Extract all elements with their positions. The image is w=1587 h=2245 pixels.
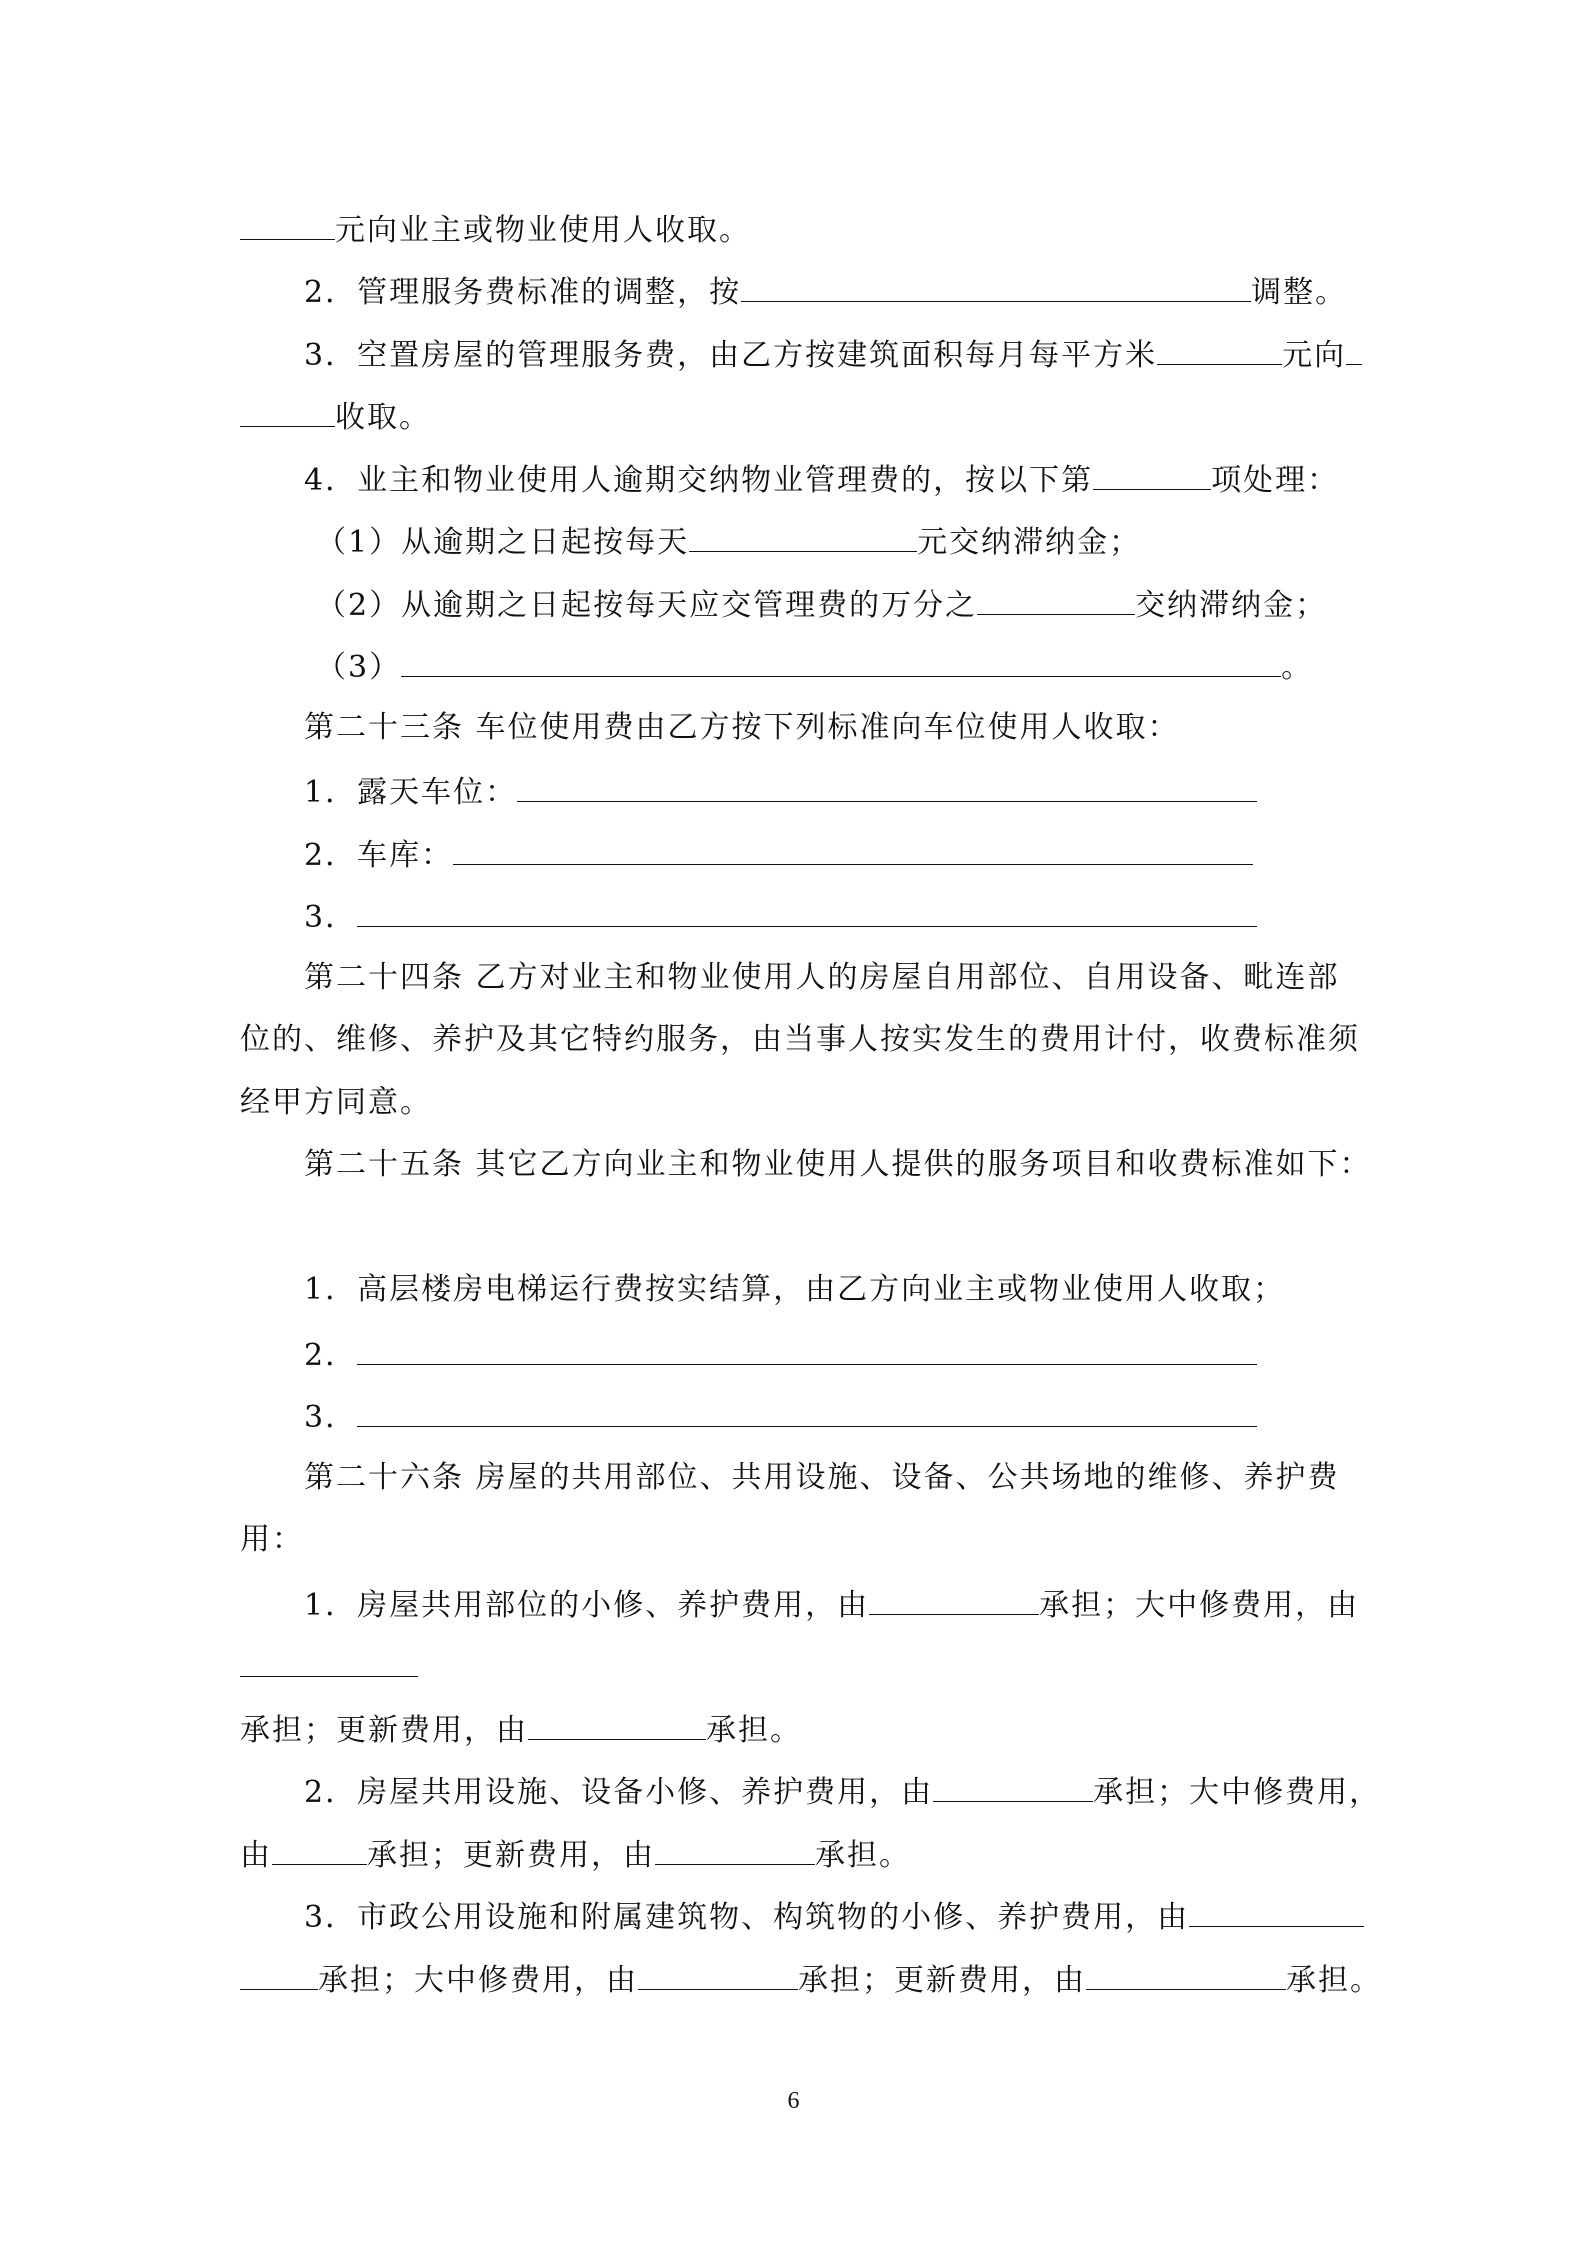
- page-number: 6: [787, 2088, 800, 2114]
- fill-blank[interactable]: [272, 1828, 367, 1865]
- line-text: 经甲方同意。: [240, 1085, 432, 1120]
- line-text: 3．: [304, 900, 358, 935]
- line-common-parts-renewal: [240, 1703, 1360, 1753]
- line-text: 1．露天车位：: [304, 775, 518, 810]
- line-service-item-3: [304, 1390, 1424, 1440]
- line-text: 第二十五条 其它乙方向业主和物业使用人提供的服务项目和收费标准如下：: [304, 1147, 1372, 1182]
- line-text: 2．车库：: [304, 838, 454, 873]
- line-open-parking: [304, 765, 1424, 815]
- line-text: 1．高层楼房电梯运行费按实结算，由乙方向业主或物业使用人收取；: [304, 1272, 1286, 1307]
- line-text: 项处理：: [1211, 463, 1340, 498]
- line-common-facilities-renewal: [240, 1828, 1360, 1878]
- line-text: 元向: [1282, 338, 1347, 373]
- fill-blank[interactable]: [977, 578, 1135, 615]
- fill-blank[interactable]: [240, 390, 335, 427]
- line-option-2: [316, 578, 1436, 628]
- line-text: 元向业主或物业使用人收取。: [335, 213, 751, 248]
- line-text: 承担；大中修费用，由: [1039, 1588, 1360, 1623]
- line-parking-item-3: [304, 890, 1424, 940]
- line-text: 承担；更新费用，由: [367, 1838, 655, 1873]
- line-text: 第二十六条 房屋的共用部位、共用设施、设备、公共场地的维修、养护费: [304, 1460, 1340, 1495]
- line-text: 3．市政公用设施和附属建筑物、构筑物的小修、养护费用，由: [304, 1900, 1190, 1935]
- line-municipal-facilities-fee: [304, 1890, 1424, 1940]
- article-23-heading: [304, 703, 1424, 753]
- fill-blank[interactable]: [933, 1765, 1093, 1802]
- line-fee-adjustment: [304, 265, 1424, 315]
- line-text: 承担；大中修费用，由: [318, 1963, 638, 1998]
- line-option-1: [316, 515, 1436, 565]
- line-late-payment: [304, 453, 1424, 503]
- fill-blank[interactable]: [1346, 328, 1362, 365]
- line-fee-collection: [240, 203, 1360, 253]
- fill-blank[interactable]: [1157, 328, 1282, 365]
- fill-blank[interactable]: [1093, 453, 1211, 490]
- line-text: 承担。: [815, 1838, 911, 1873]
- line-option-3: [316, 640, 1436, 690]
- line-text: 承担；更新费用，由: [798, 1963, 1086, 1998]
- fill-blank[interactable]: [741, 265, 1251, 302]
- fill-blank[interactable]: [869, 1578, 1039, 1615]
- line-text: 1．房屋共用部位的小修、养护费用，由: [304, 1588, 870, 1623]
- article-24-line-1: [304, 953, 1424, 1003]
- fill-blank[interactable]: [689, 515, 917, 552]
- line-vacant-house-fee: [304, 328, 1424, 378]
- line-text: 元交纳滞纳金；: [917, 525, 1142, 560]
- line-text: 。: [1281, 650, 1314, 685]
- line-text: 承担；大中修费用，: [1093, 1775, 1382, 1810]
- line-text: 4．业主和物业使用人逾期交纳物业管理费的，按以下第: [304, 463, 1094, 498]
- line-text: 位的、维修、养护及其它特约服务，由当事人按实发生的费用计付，收费标准须: [240, 1022, 1360, 1057]
- line-text: 交纳滞纳金；: [1135, 588, 1328, 623]
- line-common-parts-fee: [304, 1578, 1424, 1628]
- line-service-item-2: [304, 1328, 1424, 1378]
- line-common-facilities-fee: [304, 1765, 1424, 1815]
- line-common-parts-blank: [240, 1640, 1360, 1690]
- line-text: 2．: [304, 1338, 358, 1373]
- line-text: 承担。: [706, 1713, 802, 1748]
- line-text: 收取。: [335, 400, 431, 435]
- fill-blank[interactable]: [357, 1328, 1257, 1365]
- line-text: 第二十三条 车位使用费由乙方按下列标准向车位使用人收取：: [304, 710, 1180, 745]
- article-25-heading: [304, 1140, 1424, 1190]
- line-text: 承担；更新费用，由: [240, 1713, 528, 1748]
- line-text: （2）从逾期之日起按每天应交管理费的万分之: [316, 588, 978, 623]
- fill-blank[interactable]: [638, 1953, 798, 1990]
- fill-blank[interactable]: [240, 1953, 318, 1990]
- line-text: 3．空置房屋的管理服务费，由乙方按建筑面积每月每平方米: [304, 338, 1158, 373]
- fill-blank[interactable]: [240, 203, 335, 240]
- fill-blank[interactable]: [453, 828, 1253, 865]
- fill-blank[interactable]: [528, 1703, 706, 1740]
- line-text: （3）: [316, 650, 402, 685]
- line-municipal-facilities-renewal: [240, 1953, 1382, 2003]
- article-24-line-2: [240, 1015, 1360, 1065]
- line-text: （1）从逾期之日起按每天: [316, 525, 690, 560]
- fill-blank[interactable]: [240, 1640, 418, 1677]
- fill-blank[interactable]: [357, 1390, 1257, 1427]
- article-26-line-1: [304, 1453, 1424, 1503]
- line-elevator-fee: [304, 1265, 1424, 1315]
- fill-blank[interactable]: [357, 890, 1257, 927]
- fill-blank[interactable]: [655, 1828, 815, 1865]
- fill-blank[interactable]: [401, 640, 1281, 677]
- fill-blank[interactable]: [1086, 1953, 1286, 1990]
- fill-blank[interactable]: [517, 765, 1257, 802]
- line-text: 2．房屋共用设施、设备小修、养护费用，由: [304, 1775, 934, 1810]
- line-vacant-house-collect: [240, 390, 1360, 440]
- article-26-line-2: [240, 1515, 1360, 1565]
- line-text: 3．: [304, 1400, 358, 1435]
- line-text: 调整。: [1251, 275, 1348, 310]
- line-text: 用：: [240, 1522, 304, 1557]
- line-text: 由: [240, 1838, 272, 1873]
- fill-blank[interactable]: [1189, 1890, 1364, 1927]
- line-text: 承担。: [1286, 1963, 1382, 1998]
- article-24-line-3: [240, 1078, 1360, 1128]
- line-text: 第二十四条 乙方对业主和物业使用人的房屋自用部位、自用设备、毗连部: [304, 960, 1340, 995]
- line-text: 2．管理服务费标准的调整，按: [304, 275, 742, 310]
- line-garage: [304, 828, 1424, 878]
